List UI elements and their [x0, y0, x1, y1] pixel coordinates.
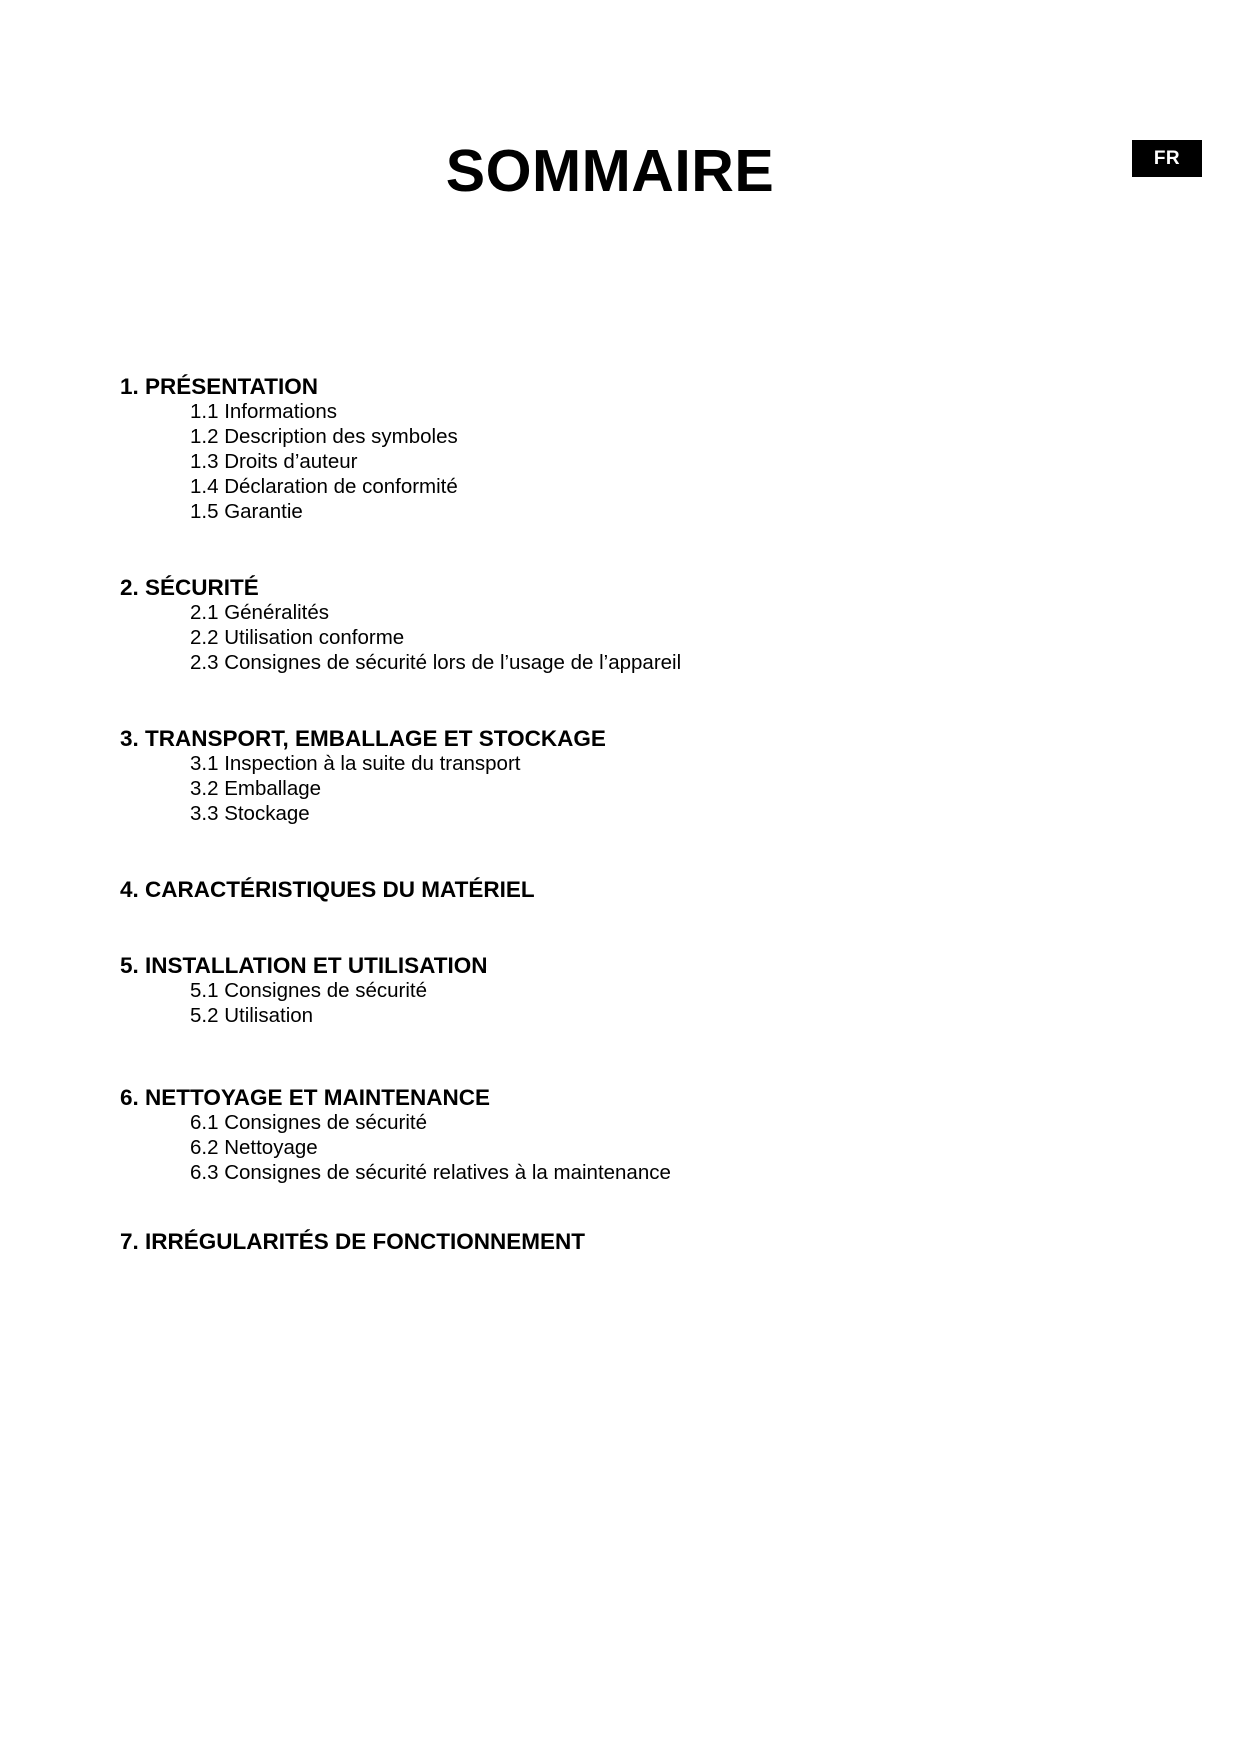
subsection-list — [120, 399, 1120, 524]
subsection-item: 2.1 Généralités — [190, 601, 330, 624]
subsection-item: 3.3 Stockage — [190, 802, 310, 825]
subsection-item: 1.4 Déclaration de conformité — [190, 475, 458, 498]
subsection-item: 5.1 Consignes de sécurité — [190, 979, 428, 1002]
section-heading: 1. PRÉSENTATION — [120, 374, 318, 399]
toc-section-5 — [120, 953, 1120, 1028]
subsection-item: 1.5 Garantie — [190, 500, 303, 523]
page-title: SOMMAIRE — [445, 138, 775, 204]
toc-section-2 — [120, 575, 1120, 675]
section-heading: 3. TRANSPORT, EMBALLAGE ET STOCKAGE — [120, 726, 606, 751]
subsection-item: 1.3 Droits d’auteur — [190, 450, 358, 473]
toc-section-4 — [120, 877, 1120, 902]
subsection-item: 6.3 Consignes de sécurité relatives à la maintenance — [190, 1161, 671, 1184]
subsection-item: 5.2 Utilisation — [190, 1004, 314, 1027]
subsection-list — [120, 1110, 1120, 1185]
toc-section-6 — [120, 1085, 1120, 1185]
section-heading: 5. INSTALLATION ET UTILISATION — [120, 953, 488, 978]
subsection-list — [120, 751, 1120, 826]
subsection-item: 1.1 Informations — [190, 400, 337, 423]
toc-section-7 — [120, 1229, 1120, 1254]
subsection-item: 1.2 Description des symboles — [190, 425, 458, 448]
section-heading: 4. CARACTÉRISTIQUES DU MATÉRIEL — [120, 877, 535, 902]
subsection-item: 2.2 Utilisation conforme — [190, 626, 405, 649]
subsection-item: 6.1 Consignes de sécurité — [190, 1111, 428, 1134]
section-heading: 7. IRRÉGULARITÉS DE FONCTIONNEMENT — [120, 1229, 586, 1254]
subsection-item: 2.3 Consignes de sécurité lors de l’usage de l’appareil — [190, 651, 682, 674]
subsection-item: 6.2 Nettoyage — [190, 1136, 318, 1159]
section-heading: 6. NETTOYAGE ET MAINTENANCE — [120, 1085, 491, 1110]
toc-section-1 — [120, 374, 1120, 524]
language-badge: FR — [1132, 140, 1202, 177]
toc-section-3 — [120, 726, 1120, 826]
subsection-list — [120, 978, 1120, 1028]
subsection-list — [120, 600, 1120, 675]
subsection-item: 3.1 Inspection à la suite du transport — [190, 752, 521, 775]
subsection-item: 3.2 Emballage — [190, 777, 322, 800]
section-heading: 2. SÉCURITÉ — [120, 575, 259, 600]
